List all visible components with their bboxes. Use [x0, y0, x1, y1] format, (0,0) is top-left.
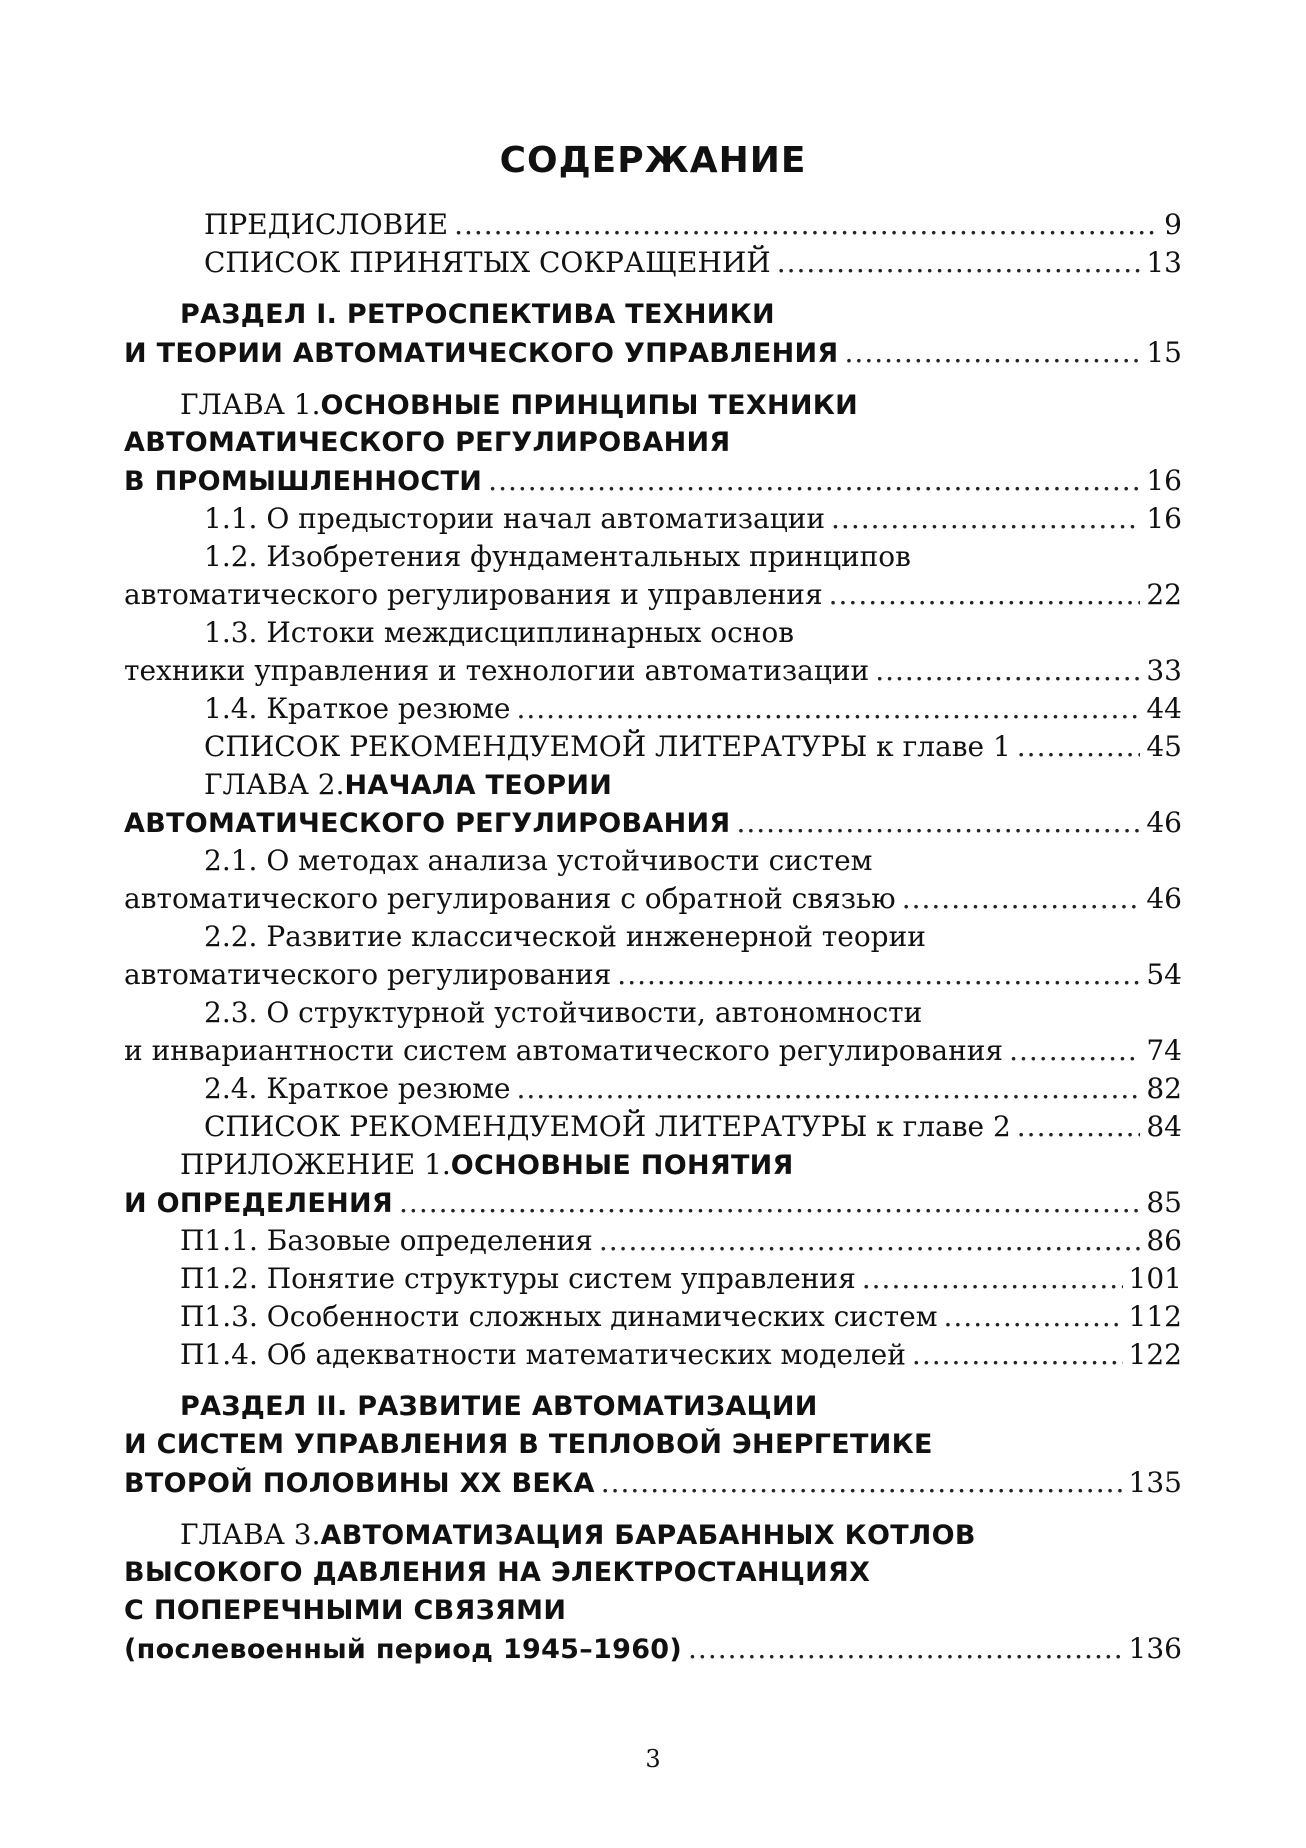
leader-dots [845, 334, 1141, 372]
toc-entry-p1-2[interactable] [124, 1260, 1182, 1298]
toc-entry-1-3-line2[interactable] [124, 652, 1182, 690]
toc-entry-1-3-line1[interactable] [124, 614, 1182, 652]
leader-dots [454, 206, 1158, 244]
page-number: 3 [645, 1745, 661, 1773]
toc-chapter-title: (послевоенный период 1945–1960) [124, 1634, 683, 1665]
toc-page-number: 16 [1146, 464, 1182, 497]
leader-dots [516, 690, 1140, 728]
toc-section-2-line1[interactable] [124, 1388, 1182, 1426]
toc-entry-literature-ch2[interactable] [124, 1108, 1182, 1146]
toc-section-1-line1[interactable] [124, 296, 1182, 334]
toc-page-number: 22 [1146, 578, 1182, 611]
toc-section-title: И ТЕОРИИ АВТОМАТИЧЕСКОГО УПРАВЛЕНИЯ [124, 338, 839, 369]
leader-dots [912, 1336, 1123, 1374]
toc-page-number: 16 [1146, 502, 1182, 535]
toc-entry-label: 2.4. Краткое резюме [204, 1072, 511, 1105]
leader-dots [862, 1260, 1123, 1298]
page-title: СОДЕРЖАНИЕ [499, 140, 807, 181]
toc-entry-1-1[interactable] [124, 500, 1182, 538]
toc-page-number: 84 [1146, 1110, 1182, 1143]
toc-entry-1-4[interactable] [124, 690, 1182, 728]
toc-section-1-line2[interactable] [124, 334, 1182, 372]
toc-entry-label: автоматического регулирования и управления [124, 578, 823, 611]
toc-chapter-title: АВТОМАТИЗАЦИЯ БАРАБАННЫХ КОТЛОВ [320, 1520, 976, 1551]
toc-entry-label: 1.2. Изобретения фундаментальных принципов [204, 540, 911, 573]
toc-chapter-3-line4[interactable] [124, 1630, 1182, 1668]
leader-dots [601, 1464, 1123, 1502]
toc-page-number: 44 [1146, 692, 1182, 725]
toc-page-number: 74 [1146, 1034, 1182, 1067]
toc-entry-label: техники управления и технологии автоматизации [124, 654, 870, 687]
toc-page-number: 46 [1146, 882, 1182, 915]
toc-entry-label: 1.3. Истоки междисциплинарных основ [204, 616, 795, 649]
leader-dots [1017, 1108, 1141, 1146]
toc-page-number: 15 [1146, 336, 1182, 369]
toc-entry-2-1-line1[interactable] [124, 842, 1182, 880]
leader-dots [488, 462, 1140, 500]
toc-entry-abbreviations[interactable] [124, 244, 1182, 282]
toc-chapter-1-line2[interactable] [124, 424, 1182, 462]
toc-page-number: 122 [1128, 1338, 1182, 1371]
toc-page-number: 112 [1128, 1300, 1182, 1333]
leader-dots [1009, 1032, 1140, 1070]
toc-page-number: 82 [1146, 1072, 1182, 1105]
toc-entry-label: 1.1. О предыстории начал автоматизации [204, 502, 826, 535]
toc-entry-1-2-line2[interactable] [124, 576, 1182, 614]
toc-page-number: 9 [1164, 208, 1182, 241]
toc-entry-2-4[interactable] [124, 1070, 1182, 1108]
leader-dots [688, 1630, 1123, 1668]
leader-dots [617, 956, 1140, 994]
leader-dots [736, 804, 1140, 842]
toc-page-number: 13 [1146, 246, 1182, 279]
toc-section-title: РАЗДЕЛ II. РАЗВИТИЕ АВТОМАТИЗАЦИИ [180, 1391, 818, 1422]
toc-entry-2-2-line1[interactable] [124, 918, 1182, 956]
toc-chapter-3-line1[interactable] [124, 1516, 1182, 1554]
toc-chapter-3-line2[interactable] [124, 1554, 1182, 1592]
toc-entry-2-2-line2[interactable] [124, 956, 1182, 994]
toc-page-number: 33 [1146, 654, 1182, 687]
leader-dots [944, 1298, 1123, 1336]
leader-dots [831, 500, 1140, 538]
toc-section-2-line2[interactable] [124, 1426, 1182, 1464]
toc-entry-p1-1[interactable] [124, 1222, 1182, 1260]
toc-entry-label: СПИСОК ПРИНЯТЫХ СОКРАЩЕНИЙ [204, 246, 771, 279]
leader-dots [516, 1070, 1140, 1108]
toc-entry-label: СПИСОК РЕКОМЕНДУЕМОЙ ЛИТЕРАТУРЫ к главе 1 [204, 730, 1011, 763]
leader-dots [902, 880, 1141, 918]
leader-dots [777, 244, 1141, 282]
toc-entry-2-1-line2[interactable] [124, 880, 1182, 918]
leader-dots [599, 1222, 1141, 1260]
toc-page-number: 135 [1128, 1466, 1182, 1499]
toc-section-title: ВТОРОЙ ПОЛОВИНЫ XX ВЕКА [124, 1468, 595, 1499]
toc-entry-preface[interactable] [124, 206, 1182, 244]
toc-chapter-title: ВЫСОКОГО ДАВЛЕНИЯ НА ЭЛЕКТРОСТАНЦИЯХ [124, 1557, 871, 1588]
toc-entry-label: 2.2. Развитие классической инженерной теории [204, 920, 926, 953]
toc-page-number: 45 [1146, 730, 1182, 763]
toc-appendix-1-line1[interactable] [124, 1146, 1182, 1184]
toc-entry-literature-ch1[interactable] [124, 728, 1182, 766]
toc-appendix-prefix: ПРИЛОЖЕНИЕ 1. [180, 1148, 451, 1181]
leader-dots [875, 652, 1140, 690]
toc-page-number: 101 [1128, 1262, 1182, 1295]
toc-entry-p1-4[interactable] [124, 1336, 1182, 1374]
toc-chapter-2-line1[interactable] [124, 766, 1182, 804]
leader-dots [399, 1184, 1140, 1222]
toc-page-number: 54 [1146, 958, 1182, 991]
toc-chapter-title: НАЧАЛА ТЕОРИИ [344, 770, 613, 801]
leader-dots [829, 576, 1141, 614]
toc-chapter-1-line1[interactable] [124, 386, 1182, 424]
toc-page-number: 86 [1146, 1224, 1182, 1257]
leader-dots [1017, 728, 1141, 766]
toc-entry-label: автоматического регулирования с обратной связью [124, 882, 896, 915]
toc-page-number: 46 [1146, 806, 1182, 839]
toc-entry-label: 2.1. О методах анализа устойчивости систем [204, 844, 873, 877]
toc-section-title: РАЗДЕЛ I. РЕТРОСПЕКТИВА ТЕХНИКИ [180, 299, 775, 330]
toc-chapter-1-line3[interactable] [124, 462, 1182, 500]
toc-chapter-title: В ПРОМЫШЛЕННОСТИ [124, 466, 483, 497]
toc-section-2-line3[interactable] [124, 1464, 1182, 1502]
toc-chapter-title: АВТОМАТИЧЕСКОГО РЕГУЛИРОВАНИЯ [124, 808, 731, 839]
toc-entry-label: 2.3. О структурной устойчивости, автономности [204, 996, 923, 1029]
toc-entry-label: ПРЕДИСЛОВИЕ [204, 208, 449, 241]
toc-chapter-title: АВТОМАТИЧЕСКОГО РЕГУЛИРОВАНИЯ [124, 427, 731, 458]
toc-entry-label: П1.3. Особенности сложных динамических систем [180, 1300, 938, 1333]
table-of-contents [124, 206, 1182, 1668]
toc-chapter-3-line3[interactable] [124, 1592, 1182, 1630]
toc-page-number: 85 [1146, 1186, 1182, 1219]
toc-section-title: И СИСТЕМ УПРАВЛЕНИЯ В ТЕПЛОВОЙ ЭНЕРГЕТИКЕ [124, 1429, 933, 1460]
toc-chapter-prefix: ГЛАВА 2. [204, 768, 345, 801]
toc-chapter-title: С ПОПЕРЕЧНЫМИ СВЯЗЯМИ [124, 1595, 567, 1626]
toc-entry-label: автоматического регулирования [124, 958, 612, 991]
toc-entry-label: СПИСОК РЕКОМЕНДУЕМОЙ ЛИТЕРАТУРЫ к главе 2 [204, 1110, 1011, 1143]
toc-chapter-2-line2[interactable] [124, 804, 1182, 842]
toc-appendix-1-line2[interactable] [124, 1184, 1182, 1222]
toc-entry-2-3-line2[interactable] [124, 1032, 1182, 1070]
toc-entry-label: и инвариантности систем автоматического регулирования [124, 1034, 1004, 1067]
toc-entry-2-3-line1[interactable] [124, 994, 1182, 1032]
toc-chapter-title: ОСНОВНЫЕ ПРИНЦИПЫ ТЕХНИКИ [320, 390, 859, 421]
toc-page-number: 136 [1128, 1632, 1182, 1665]
toc-entry-p1-3[interactable] [124, 1298, 1182, 1336]
toc-entry-label: П1.2. Понятие структуры систем управления [180, 1262, 856, 1295]
toc-appendix-title: ОСНОВНЫЕ ПОНЯТИЯ [450, 1150, 794, 1181]
toc-entry-label: 1.4. Краткое резюме [204, 692, 511, 725]
toc-entry-label: П1.1. Базовые определения [180, 1224, 593, 1257]
toc-entry-label: П1.4. Об адекватности математических моделей [180, 1338, 906, 1371]
toc-chapter-prefix: ГЛАВА 1. [180, 388, 321, 421]
toc-appendix-title: И ОПРЕДЕЛЕНИЯ [124, 1188, 394, 1219]
toc-chapter-prefix: ГЛАВА 3. [180, 1518, 321, 1551]
toc-entry-1-2-line1[interactable] [124, 538, 1182, 576]
